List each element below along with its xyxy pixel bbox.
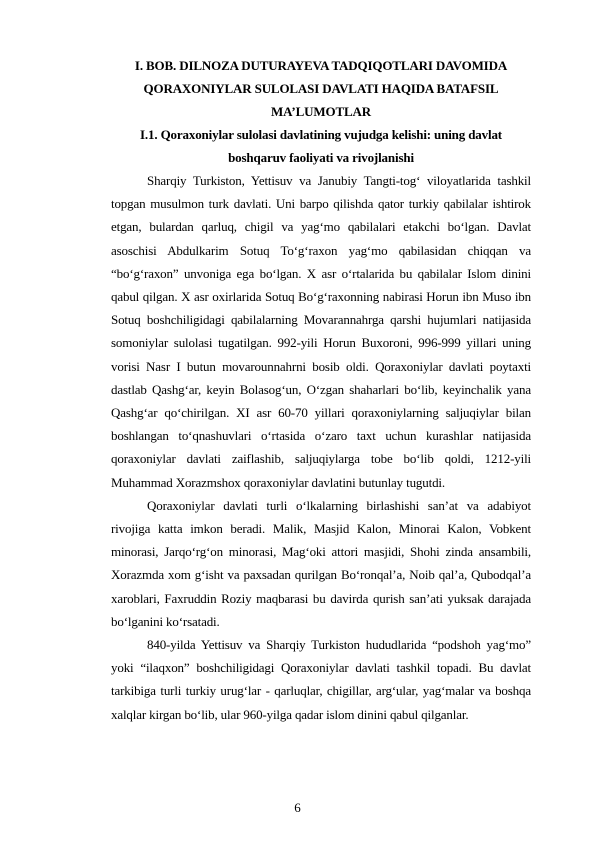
paragraph-2: Qoraxoniylar davlati turli o‘lkalarning birlashishi san’at va adabiyot rivojiga katta imkon beradi. Malik, Masjid Kalon, Minorai Kalon, Vobkent minorasi, Jarqo‘rg‘on minorasi, Mag‘oki attori masjidi, Shohi zinda ansambili, Xorazmda xom g‘isht va paxsadan qurilgan Bo‘ronqal’a, Noib qal’a, Qubodqal’a xaroblari, Faxruddin Roziy maqbarasi bu davirda qurish san’ati yuksak darajada bo‘lganini ko‘rsatadi. — [111, 497, 531, 629]
paragraph-3: 840-yilda Yettisuv va Sharqiy Turkiston hududlarida “podshoh yag‘mo” yoki “ilaqxon” boshchiligidagi Qoraxoniylar davlati tashkil topadi. Bu davlat tarkibiga turli turkiy urug‘lar - qarluqlar, chigillar, arg‘ular, yag‘malar va boshqa xalqlar kirgan bo‘lib, ular 960-yilga qadar islom dinini qabul qilganlar. — [111, 637, 531, 722]
page-number: 6 — [294, 800, 301, 815]
chapter-title: I. BOB. DILNOZA DUTURAYEVA TADQIQOTLARI DAVOMIDA QORAXONIYLAR SULOLASI DAVLATI HAQIDA BATAFSIL MA’LUMOTLAR — [134, 58, 508, 119]
section-title: I.1. Qoraxoniylar sulolasi davlatining vujudga kelishi: uning davlat boshqaruv faoliyati va rivojlanishi — [140, 127, 502, 165]
page-content — [111, 54, 531, 726]
paragraph-1: Sharqiy Turkiston, Yettisuv va Janubiy Tangti-tog‘ viloyatlarida tashkil topgan musulmon turk davlati. Uni barpo qilishda qator turkiy qabilalar ishtirok etgan, bulardan qarluq, chigil va yag‘mo qabilalari etakchi bo‘lgan. Davlat asoschisi Abdulkarim Sotuq To‘g‘raxon yag‘mo qabilasidan chiqqan va “bo‘g‘raxon” unvoniga ega bo‘lgan. X asr o‘rtalarida bu qabilalar Islom dinini qabul qilgan. X asr oxirlarida Sotuq Bo‘g‘raxonning nabirasi Horun ibn Muso ibn Sotuq boshchiligidagi qabilalarning Movarannahrga qarshi hujumlari natijasida somoniylar sulolasi tugatilgan. 992-yili Horun Buxoroni, 996-999 yillari uning vorisi Nasr I butun movarounnahrni bosib oldi. Qoraxoniylar davlati poytaxti dastlab Qashg‘ar, keyin Bolasog‘un, O‘zgan shaharlari bo‘lib, keyinchalik yana Qashg‘ar qo‘chirilgan. XI asr 60-70 yillari qoraxoniylarning saljuqiylar bilan boshlangan to‘qnashuvlari o‘rtasida o‘zaro taxt uchun kurashlar natijasida qoraxoniylar davlati zaiflashib, saljuqiylarga tobe bo‘lib qoldi, 1212-yili Muhammad Xorazmshox qoraxoniylar davlatini butunlay tugutdi. — [111, 173, 531, 490]
